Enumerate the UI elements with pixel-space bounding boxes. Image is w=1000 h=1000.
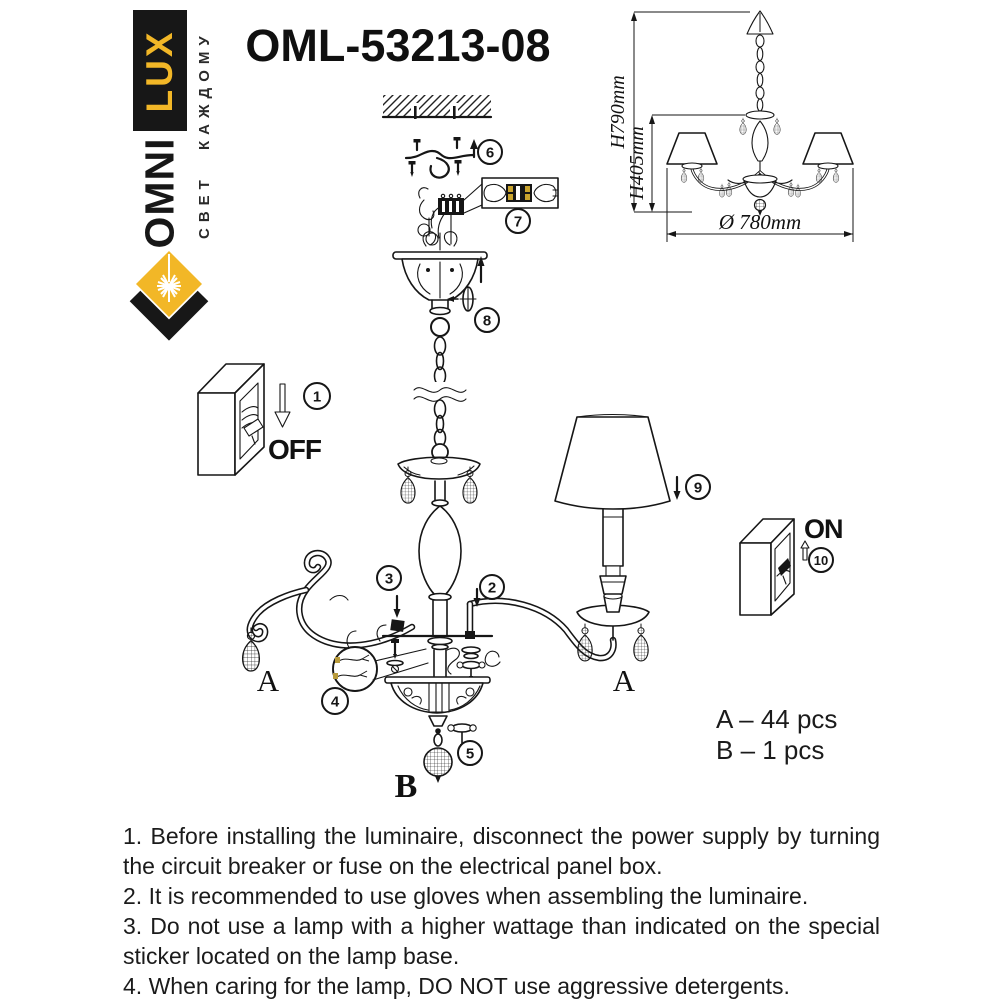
junction-box-group (418, 178, 558, 245)
step-badge-6 (478, 140, 502, 164)
dim-height-body: H405mm (626, 126, 648, 200)
instructions-block (123, 821, 880, 1000)
center-column (419, 481, 461, 676)
parts-count (716, 704, 837, 766)
step-badge-1 (304, 383, 330, 409)
brand-tagline: СВЕТ КАЖДОМУ (196, 30, 213, 240)
svg-text:1: 1 (312, 388, 322, 406)
mini-chain (756, 35, 764, 111)
mini-shade-left (667, 133, 717, 164)
part-label-b: B (394, 768, 418, 805)
chain (412, 337, 468, 460)
step-badge-8 (475, 308, 499, 332)
instruction-1: 1. Before installing the luminaire, disconnect the power supply by turning the circuit breaker or fuse on the electrical panel box. (123, 823, 880, 879)
svg-text:6: 6 (485, 144, 495, 162)
svg-text:7: 7 (513, 213, 523, 231)
instruction-3: 3. Do not use a lamp with a higher wattage than indicated on the special sticker located on the lamp base. (123, 913, 880, 969)
page-title: OML-53213-08 (245, 20, 551, 71)
svg-text:5: 5 (465, 745, 475, 763)
off-label: OFF (268, 434, 321, 465)
step-badge-3 (377, 566, 401, 590)
instruction-2: 2. It is recommended to use gloves when assembling the luminaire. (123, 883, 809, 909)
crystal-ball-b (424, 748, 452, 776)
parts-count-b: B – 1 pcs (716, 735, 825, 765)
on-switch (740, 519, 809, 615)
parts-count-a: A – 44 pcs (716, 704, 838, 734)
step-badge-2 (480, 575, 504, 599)
ceiling-hatch (383, 95, 491, 119)
step-badge-5 (458, 741, 482, 765)
svg-text:10: 10 (813, 553, 829, 568)
part-label-a-right: A (612, 663, 636, 698)
brand-lux-text: LUX (139, 29, 180, 112)
candle-and-shade (555, 415, 681, 595)
svg-text:9: 9 (693, 479, 703, 497)
on-label: ON (804, 514, 843, 544)
mini-shade-right (803, 133, 853, 164)
svg-text:4: 4 (330, 693, 340, 711)
part-label-a-left: A (256, 663, 280, 698)
step-badge-9 (686, 475, 710, 499)
dimension-figure (667, 11, 853, 216)
svg-text:8: 8 (482, 312, 492, 330)
dimension-lines (607, 12, 853, 242)
step-badge-4 (322, 688, 348, 714)
top-bobeche (398, 457, 480, 503)
wiring-callout (482, 178, 558, 208)
canopy (393, 232, 487, 336)
arrow-down-1 (275, 384, 290, 427)
lampshade (555, 417, 670, 509)
dim-diameter: Ø 780mm (718, 210, 802, 234)
dim-height-total: H790mm (607, 75, 629, 149)
brand-omni-text: OMNI (136, 137, 183, 249)
instruction-4: 4. When caring for the lamp, DO NOT use aggressive detergents. (123, 973, 790, 999)
mounting-bracket (406, 137, 478, 178)
svg-text:2: 2 (487, 579, 497, 597)
svg-text:3: 3 (384, 570, 394, 588)
step-badge-7 (506, 209, 530, 233)
step-badge-10 (809, 548, 833, 572)
